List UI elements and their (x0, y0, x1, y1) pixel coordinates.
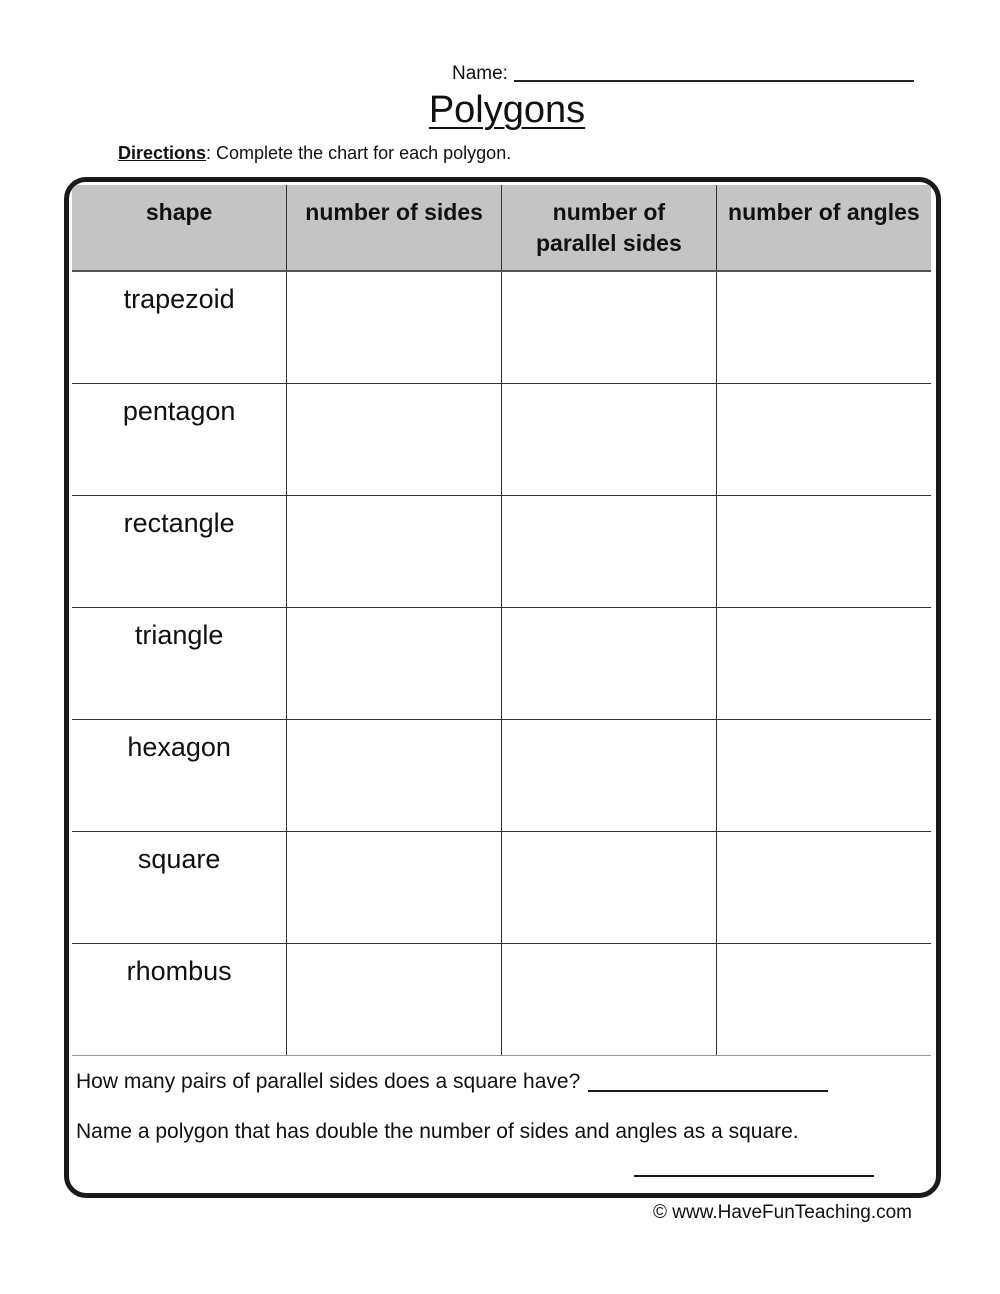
sides-cell[interactable] (287, 943, 502, 1055)
sides-cell[interactable] (287, 271, 502, 383)
parallel-sides-cell[interactable] (502, 271, 717, 383)
parallel-sides-cell[interactable] (502, 943, 717, 1055)
table-row (72, 719, 931, 831)
shape-cell: triangle (72, 607, 287, 719)
angles-cell[interactable] (716, 831, 931, 943)
answer-line-2[interactable] (634, 1175, 874, 1177)
table-row (72, 607, 931, 719)
parallel-sides-cell[interactable] (502, 831, 717, 943)
angles-cell[interactable] (716, 495, 931, 607)
name-field[interactable] (514, 60, 914, 82)
shape-cell: square (72, 831, 287, 943)
header-row (72, 185, 931, 271)
shape-cell: pentagon (72, 383, 287, 495)
sides-cell[interactable] (287, 719, 502, 831)
question-2-text: Name a polygon that has double the number of sides and angles as a square. (76, 1120, 799, 1143)
column-header-shape: shape (72, 185, 287, 271)
name-row (452, 59, 914, 85)
shape-cell: rhombus (72, 943, 287, 1055)
sides-cell[interactable] (287, 495, 502, 607)
copyright: © www.HaveFunTeaching.com (653, 1202, 912, 1223)
directions (118, 141, 511, 165)
sides-cell[interactable] (287, 383, 502, 495)
parallel-sides-cell[interactable] (502, 495, 717, 607)
column-header-parallel-sides: number of parallel sides (502, 185, 717, 271)
name-label: Name: (452, 63, 508, 84)
angles-cell[interactable] (716, 383, 931, 495)
directions-label: Directions (118, 143, 207, 163)
sides-cell[interactable] (287, 831, 502, 943)
angles-cell[interactable] (716, 719, 931, 831)
shape-cell: trapezoid (72, 271, 287, 383)
table-row (72, 943, 931, 1055)
angles-cell[interactable] (716, 271, 931, 383)
parallel-sides-cell[interactable] (502, 383, 717, 495)
answer-line-1[interactable] (588, 1068, 828, 1092)
column-header-sides: number of sides (287, 185, 502, 271)
angles-cell[interactable] (716, 607, 931, 719)
column-header-angles: number of angles (716, 185, 931, 271)
angles-cell[interactable] (716, 943, 931, 1055)
directions-text: : Complete the chart for each polygon. (206, 143, 512, 163)
question-1-text: How many pairs of parallel sides does a square have? (76, 1070, 581, 1093)
page-title: Polygons (428, 89, 586, 131)
table-row (72, 271, 931, 383)
parallel-sides-cell[interactable] (502, 607, 717, 719)
parallel-sides-cell[interactable] (502, 719, 717, 831)
table-row (72, 383, 931, 495)
shape-cell: hexagon (72, 719, 287, 831)
chart-frame (64, 177, 941, 1198)
table-row (72, 495, 931, 607)
polygon-chart (72, 185, 931, 1056)
question-1 (76, 1068, 876, 1096)
sides-cell[interactable] (287, 607, 502, 719)
shape-cell: rectangle (72, 495, 287, 607)
table-row (72, 831, 931, 943)
